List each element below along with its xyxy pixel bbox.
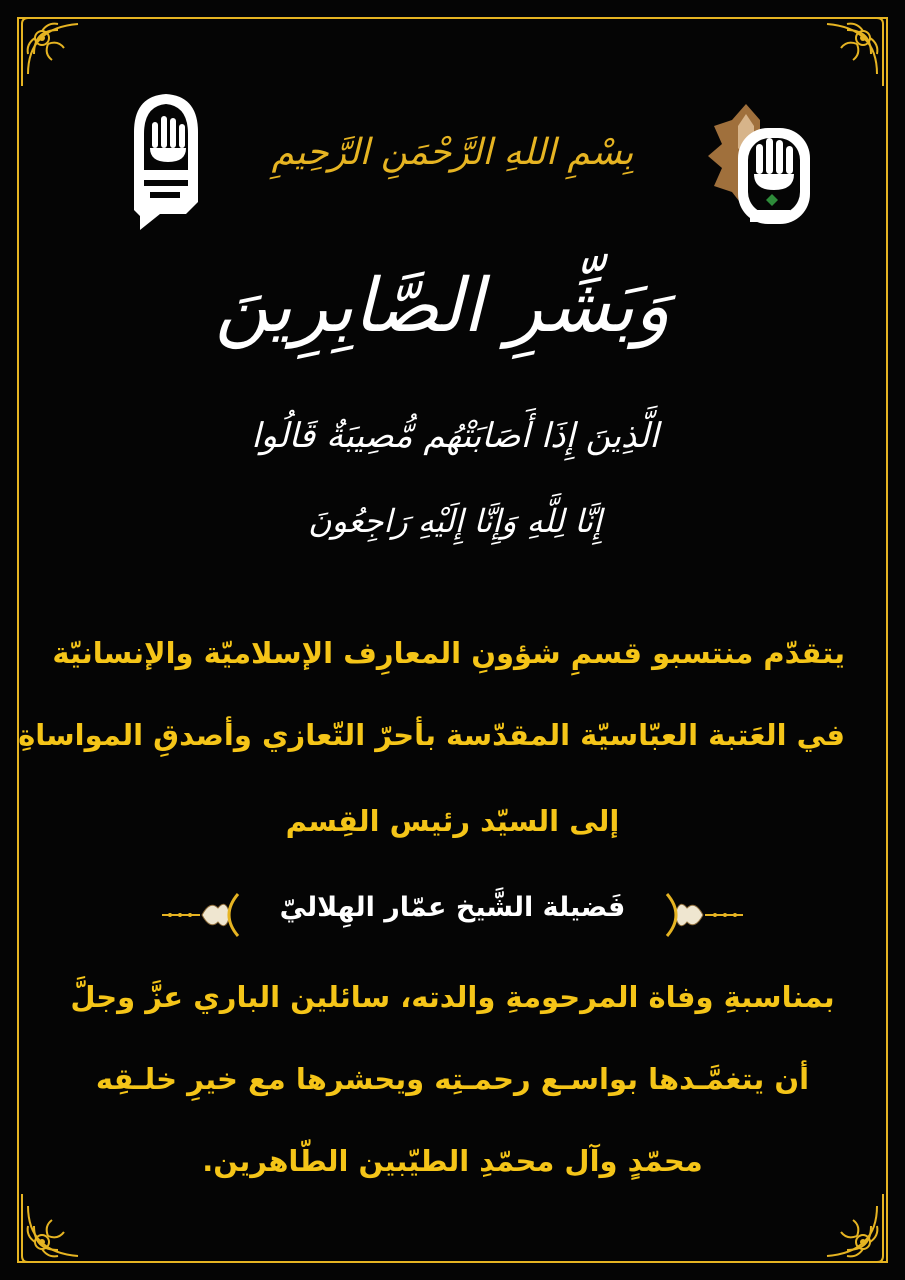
corner-ornament-icon [811,14,887,90]
message-line-6: محمّدٍ وآل محمّدِ الطيّبين الطّاهرين. [202,1144,703,1178]
message-line-4: بمناسبةِ وفاة المرحومةِ والدته، سائلين الباري عزَّ وجلَّ [70,980,835,1014]
corner-ornament-icon [18,14,94,90]
message-line-2: في العَتبة العبّاسيّة المقدّسة بأحرّ التّعازي وأصدقِ المواساةِ [18,718,845,752]
verse-main-calligraphy: وَبَشِّرِ الصَّابِرِينَ [215,263,670,349]
corner-ornament-icon [18,1190,94,1266]
corner-ornament-icon [811,1190,887,1266]
arabesque-ornament-icon [160,890,240,940]
hand-emblem-logo-icon [706,98,816,232]
message-line-1: يتقدّم منتسبو قسمِ شؤونِ المعارِف الإسلاميّة والإنسانيّة [52,636,845,670]
arabesque-ornament-icon [665,890,745,940]
message-line-5: أن يتغمَّـدها بواسـع رحمـتِه ويحشرها مع خيرِ خلـقِه [95,1062,810,1096]
institution-logo-icon [130,92,202,232]
message-line-3: إلى السيّد رئيس القِسم [285,804,620,838]
verse-second-line: الَّذِينَ إِذَا أَصَابَتْهُم مُّصِيبَةٌ قَالُوا [251,416,659,456]
honoree-name: فَضيلة الشَّيخ عمّار الهِلاليّ [279,892,626,923]
bismillah-calligraphy: بِسْمِ اللهِ الرَّحْمَنِ الرَّحِيمِ [271,132,634,173]
verse-third-line: إِنَّا لِلَّهِ وَإِنَّا إِلَيْهِ رَاجِعُونَ [308,502,602,540]
honoree-banner [160,880,745,950]
